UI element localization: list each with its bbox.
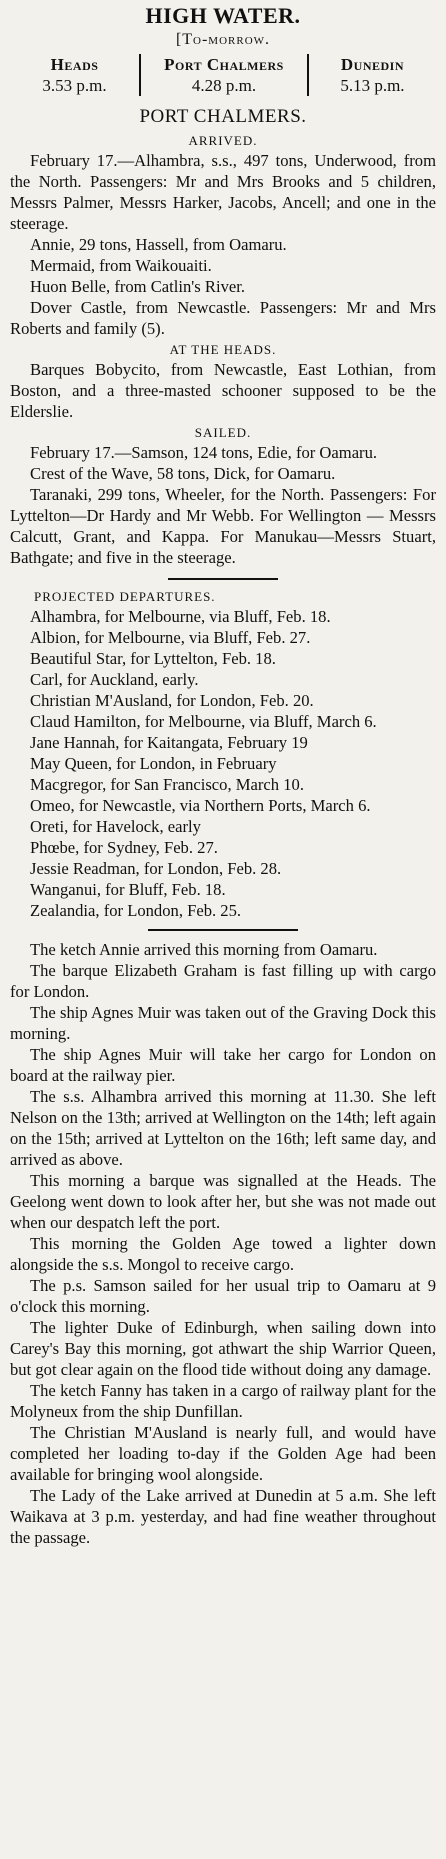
arrived-heading: ARRIVED. bbox=[188, 133, 258, 148]
high-water-dunedin bbox=[307, 54, 436, 96]
section-title: PORT CHALMERS. bbox=[139, 106, 307, 127]
news-paragraph: The ship Agnes Muir was taken out of the Graving Dock this morning. bbox=[10, 1003, 436, 1043]
sailed-entry: Crest of the Wave, 58 tons, Dick, for Oamaru. bbox=[30, 464, 336, 483]
arrived-entry: Mermaid, from Waikouaiti. bbox=[30, 256, 212, 275]
departure-entry: Oreti, for Havelock, early bbox=[30, 817, 201, 836]
at-the-heads-list bbox=[10, 359, 436, 422]
divider bbox=[168, 578, 278, 580]
departure-entry: Alhambra, for Melbourne, via Bluff, Feb. 18. bbox=[30, 607, 331, 626]
news-paragraph: The p.s. Samson sailed for her usual trip to Oamaru at 9 o'clock this morning. bbox=[10, 1276, 436, 1316]
high-water-port-chalmers bbox=[139, 54, 307, 96]
high-water-title: HIGH WATER. bbox=[145, 3, 301, 28]
departure-entry: Christian M'Ausland, for London, Feb. 20. bbox=[30, 691, 314, 710]
arrived-entry: Dover Castle, from Newcastle. Passengers: Mr and Mrs Roberts and family (5). bbox=[10, 298, 436, 338]
news-paragraph: The barque Elizabeth Graham is fast filling up with cargo for London. bbox=[10, 961, 436, 1001]
projected-departures-list bbox=[10, 606, 436, 921]
departure-entry: Zealandia, for London, Feb. 25. bbox=[30, 901, 242, 920]
departure-entry: Phœbe, for Sydney, Feb. 27. bbox=[30, 838, 218, 857]
at-the-heads-entry: Barques Bobycito, from Newcastle, East Lothian, from Boston, and a three-masted schooner supposed to be the Elderslie. bbox=[10, 360, 436, 421]
arrived-list bbox=[10, 150, 436, 339]
departure-entry: Omeo, for Newcastle, via Northern Ports, March 6. bbox=[30, 796, 371, 815]
high-water-table bbox=[10, 54, 436, 96]
departure-entry: Beautiful Star, for Lyttelton, Feb. 18. bbox=[30, 649, 276, 668]
news-paragraph: This morning a barque was signalled at the Heads. The Geelong went down to look after her, but she was not made out when our despatch left the port. bbox=[10, 1171, 436, 1232]
departure-entry: Macgregor, for San Francisco, March 10. bbox=[30, 775, 304, 794]
arrived-entry: February 17.—Alhambra, s.s., 497 tons, Underwood, from the North. Passengers: Mr and Mrs Brooks and 5 children, Messrs Palmer, Messrs Harker, Jacobs, Ancell; and one in the steerage. bbox=[10, 151, 436, 233]
news-paragraph: The lighter Duke of Edinburgh, when sailing down into Carey's Bay this morning, got athwart the ship Warrior Queen, but got clear again on the flood tide without doing any damage. bbox=[10, 1318, 436, 1379]
hw-time-heads: 3.53 p.m. bbox=[42, 76, 107, 95]
at-the-heads-heading: AT THE HEADS. bbox=[169, 342, 277, 357]
arrived-entry: Annie, 29 tons, Hassell, from Oamaru. bbox=[30, 235, 287, 254]
news-paragraph: The Christian M'Ausland is nearly full, and would have completed her loading to-day if the Golden Age had been available for bringing wool alongside. bbox=[10, 1423, 436, 1484]
projected-departures-heading: PROJECTED DEPARTURES. bbox=[34, 589, 216, 604]
sailed-entry: Taranaki, 299 tons, Wheeler, for the North. Passengers: For Lyttelton—Dr Hardy and Mr Webb. For Wellington — Messrs Calcutt, Grant, and Kappa. For Manukau—Messrs Stuart, Bathgate; and five in the steerage. bbox=[10, 485, 436, 567]
hw-time-port-chalmers: 4.28 p.m. bbox=[191, 76, 257, 95]
news-paragraph: The s.s. Alhambra arrived this morning at 11.30. She left Nelson on the 13th; arrived at Wellington on the 14th; left again on the 15th; arrived at Lyttelton on the 16th; left same day, and arrived as above. bbox=[10, 1087, 436, 1169]
departure-entry: Claud Hamilton, for Melbourne, via Bluff, March 6. bbox=[30, 712, 377, 731]
hw-time-dunedin: 5.13 p.m. bbox=[340, 76, 405, 95]
news-paragraph: The ship Agnes Muir will take her cargo for London on board at the railway pier. bbox=[10, 1045, 436, 1085]
hw-place-dunedin: Dunedin bbox=[340, 55, 405, 74]
departure-entry: Carl, for Auckland, early. bbox=[30, 670, 199, 689]
arrived-entry: Huon Belle, from Catlin's River. bbox=[30, 277, 245, 296]
sailed-list bbox=[10, 442, 436, 568]
news-paragraph: The Lady of the Lake arrived at Dunedin at 5 a.m. She left Waikava at 3 p.m. yesterday, and had fine weather throughout the passage. bbox=[10, 1486, 436, 1547]
high-water-subtitle: [To-morrow. bbox=[175, 31, 271, 48]
news-paragraph: This morning the Golden Age towed a lighter down alongside the s.s. Mongol to receive cargo. bbox=[10, 1234, 436, 1274]
hw-place-heads: Heads bbox=[50, 55, 99, 74]
departure-entry: Jane Hannah, for Kaitangata, February 19 bbox=[30, 733, 308, 752]
sailed-entry: February 17.—Samson, 124 tons, Edie, for Oamaru. bbox=[30, 443, 378, 462]
divider bbox=[148, 929, 298, 931]
news-paragraph: The ketch Annie arrived this morning from Oamaru. bbox=[30, 940, 378, 959]
shipping-news bbox=[10, 939, 436, 1548]
departure-entry: May Queen, for London, in February bbox=[30, 754, 277, 773]
sailed-heading: SAILED. bbox=[194, 425, 252, 440]
departure-entry: Albion, for Melbourne, via Bluff, Feb. 27. bbox=[30, 628, 311, 647]
hw-place-port-chalmers: Port Chalmers bbox=[164, 55, 284, 74]
news-paragraph: The ketch Fanny has taken in a cargo of railway plant for the Molyneux from the ship Dunfillan. bbox=[10, 1381, 436, 1421]
high-water-heads bbox=[10, 54, 139, 96]
departure-entry: Jessie Readman, for London, Feb. 28. bbox=[30, 859, 282, 878]
departure-entry: Wanganui, for Bluff, Feb. 18. bbox=[30, 880, 226, 899]
